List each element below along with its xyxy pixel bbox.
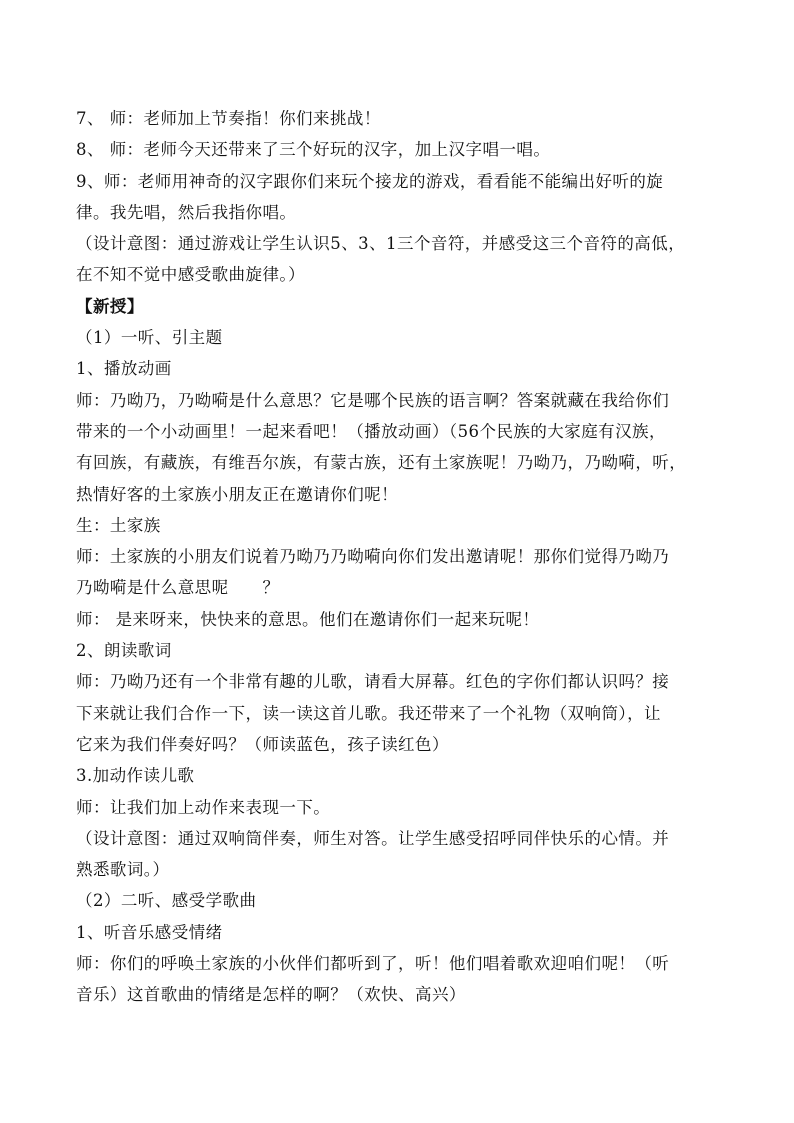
step-heading: 1、播放动画 [76,359,172,379]
design-intent-note: （设计意图：通过游戏让学生认识5、3、1三个音符，并感受这三个音符的高低， [76,234,686,254]
subsection-heading: （1）一听、引主题 [76,328,223,348]
subsection-heading: （2）二听、感受学歌曲 [76,891,257,911]
text-line: 带来的一个小动画里！一起来看吧！（播放动画）（56个民族的大家庭有汉族， [76,421,666,441]
text-line: 下来就让我们合作一下，读一读这首儿歌。我还带来了一个礼物（双响筒），让 [76,703,661,723]
step-heading: 1、听音乐感受情绪 [76,922,223,942]
text-line: 7、 师：老师加上节奏指！你们来挑战！ [76,109,381,128]
step-heading: 2、朗读歌词 [76,641,172,661]
text-line: 师： 是来呀来，快快来的意思。他们在邀请你们一起来玩呢！ [76,609,540,629]
text-line: 有回族，有藏族，有维吾尔族，有蒙古族，还有土家族呢！乃呦乃，乃呦嗬，听， [76,453,687,473]
text-line: 律。我先唱，然后我指你唱。 [76,202,297,222]
document-body [76,103,728,1011]
text-line: 师：你们的呼唤土家族的小伙伴们都听到了，听！他们唱着歌欢迎咱们呢！（听 [76,954,670,974]
text-line: 师：乃呦乃，乃呦嗬是什么意思？它是哪个民族的语言啊？答案就藏在我给你们 [76,390,670,410]
text-line: 师：让我们加上动作来表现一下。 [76,797,331,817]
text-line: 音乐）这首歌曲的情绪是怎样的啊？（欢快、高兴） [76,985,466,1005]
text-line: 8、 师：老师今天还带来了三个好玩的汉字，加上汉字唱一唱。 [76,140,551,160]
text-line: 热情好客的土家族小朋友正在邀请你们呢！ [76,484,399,504]
text-line: 生：土家族 [76,515,161,535]
design-intent-note: 熟悉歌词。） [76,860,170,880]
step-heading: 3.加动作读儿歌 [76,766,195,786]
text-line: 9、师：老师用神奇的汉字跟你们来玩个接龙的游戏，看看能不能编出好听的旋 [76,171,664,191]
text-line: 师：乃呦乃还有一个非常有趣的儿歌，请看大屏幕。红色的字你们都认识吗？接 [76,672,670,692]
text-line: 师：土家族的小朋友们说着乃呦乃乃呦嗬向你们发出邀请呢！那你们觉得乃呦乃 [76,547,670,567]
design-intent-note: 在不知不觉中感受歌曲旋律。） [76,265,306,285]
design-intent-note: （设计意图：通过双响筒伴奏，师生对答。让学生感受招呼同伴快乐的心情。并 [76,828,670,848]
section-heading-new-lesson: 【新授】 [76,296,144,316]
text-line: 乃呦嗬是什么意思呢 ？ [76,578,280,598]
text-line: 它来为我们伴奏好吗？（师读蓝色，孩子读红色） [76,734,449,754]
